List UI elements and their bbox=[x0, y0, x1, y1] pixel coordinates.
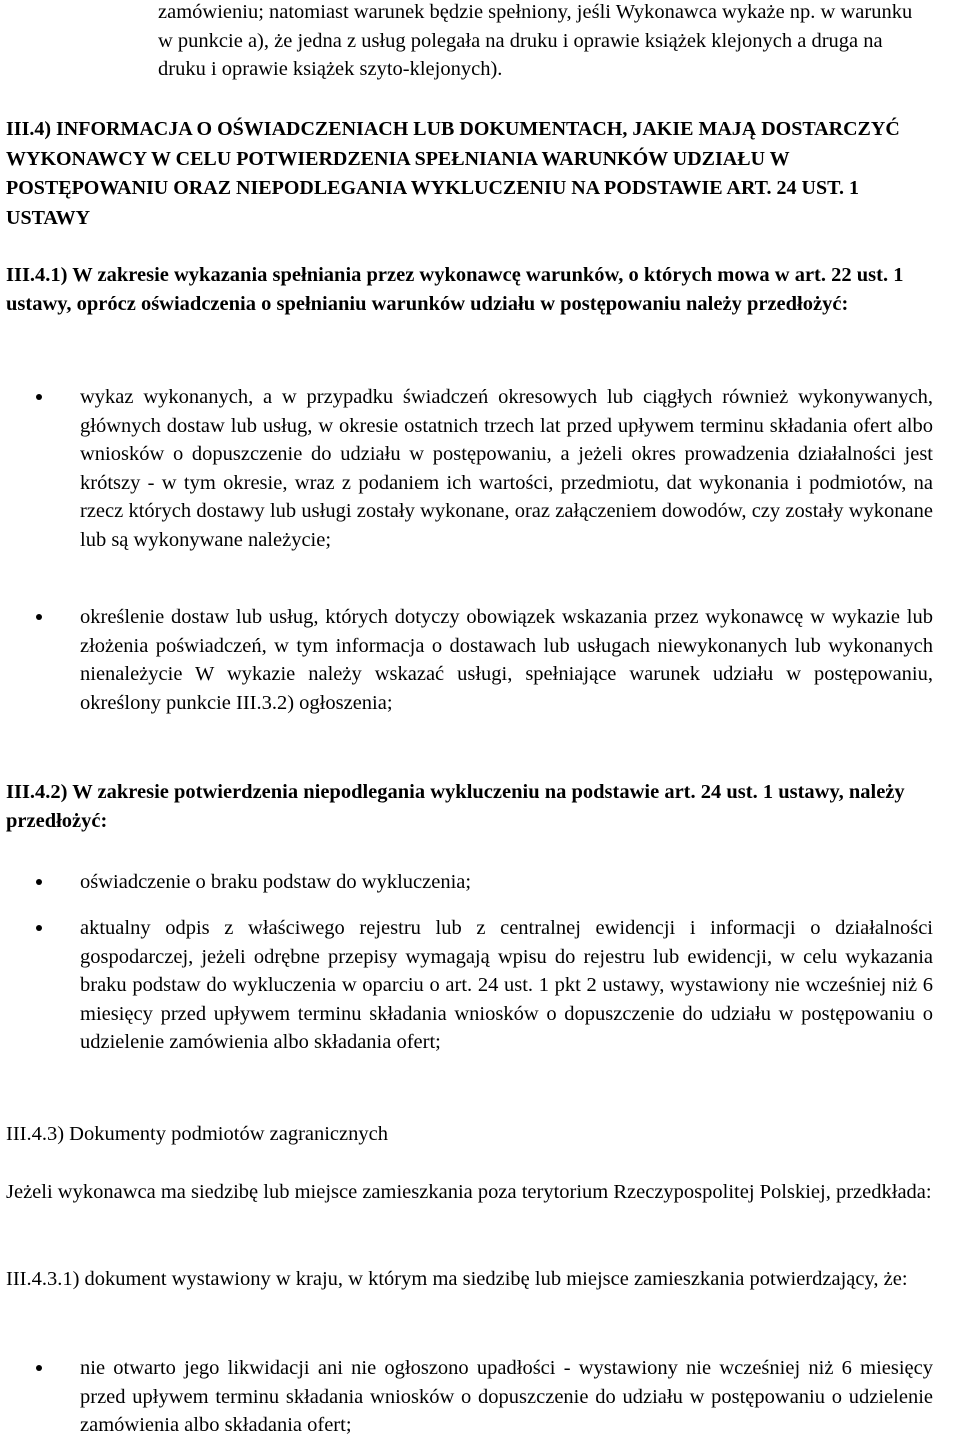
bullet-icon bbox=[36, 879, 42, 885]
bullet-icon bbox=[36, 394, 42, 400]
subsection-heading-3-1: III.4.3.1) dokument wystawiony w kraju, w którym ma siedzibę lub miejsce zamieszkania potwierdzający, że: bbox=[6, 1268, 908, 1290]
intro-paragraph: zamówieniu; natomiast warunek będzie spełniony, jeśli Wykonawca wykaże np. w warunku w punkcie a), że jedna z usług polegała na druku i oprawie książek klejonych a druga na druku i oprawie książek szyto-klejonych). bbox=[158, 1, 913, 81]
list-item-text: nie otwarto jego likwidacji ani nie ogłoszono upadłości - wystawiony nie wcześniej niż 6 miesięcy przed upływem terminu składania wniosków o dopuszczenie do udziału w postępowaniu o udzielenie zamówienia albo składania ofert; bbox=[80, 1357, 933, 1437]
bullet-icon bbox=[36, 1365, 42, 1371]
list-item-text: oświadczenie o braku podstaw do wykluczenia; bbox=[80, 871, 472, 893]
list-item-text: określenie dostaw lub usług, których dotyczy obowiązek wskazania przez wykonawcę w wykazie lub złożenia poświadczeń, w tym informacja o dostawach lub usługach niewykonanych lub wykonanych nienależycie W wykazie należy wskazać usługi, spełniające warunek udziału w postępowaniu, określony punkcie III.3.2) ogłoszenia; bbox=[80, 606, 933, 714]
bullet-icon bbox=[36, 925, 42, 931]
list-item-text: aktualny odpis z właściwego rejestru lub z centralnej ewidencji i informacji o działalności gospodarczej, jeżeli odrębne przepisy wymagają wpisu do rejestru lub ewidencji, w celu wykazania braku podstaw do wykluczenia w oparciu o art. 24 ust. 1 pkt 2 ustawy, wystawiony nie wcześniej niż 6 miesięcy przed upływem terminu składania wniosków o dopuszczenie do udziału w postępowaniu o udzielenie zamówienia albo składania ofert; bbox=[80, 917, 933, 1054]
bullet-icon bbox=[36, 614, 42, 620]
foreign-entities-paragraph: Jeżeli wykonawca ma siedzibę lub miejsce zamieszkania poza terytorium Rzeczypospolitej Polskiej, przedkłada: bbox=[6, 1181, 932, 1203]
subsection-heading-1: III.4.1) W zakresie wykazania spełniania przez wykonawcę warunków, o których mowa w art. 22 ust. 1 ustawy, oprócz oświadczenia o spełnianiu warunków udziału w postępowaniu należy przedłożyć: bbox=[6, 264, 904, 315]
section-heading: III.4) INFORMACJA O OŚWIADCZENIACH LUB DOKUMENTACH, JAKIE MAJĄ DOSTARCZYĆ WYKONAWCY W CELU POTWIERDZENIA SPEŁNIANIA WARUNKÓW UDZIAŁU W POSTĘPOWANIU ORAZ NIEPODLEGANIA WYKLUCZENIU NA PODSTAWIE ART. 24 UST. 1 USTAWY bbox=[6, 118, 900, 229]
subsection-heading-3: III.4.3) Dokumenty podmiotów zagranicznych bbox=[6, 1123, 388, 1145]
list-item-text: wykaz wykonanych, a w przypadku świadczeń okresowych lub ciągłych również wykonywanych, głównych dostaw lub usług, w okresie ostatnich trzech lat przed upływem terminu składania ofert albo wniosków o dopuszczenie do udziału w postępowaniu, a jeżeli okres prowadzenia działalności jest krótszy - w tym okresie, wraz z podaniem ich wartości, przedmiotu, dat wykonania i podmiotów, na rzecz których dostawy lub usługi zostały wykonane, oraz załączeniem dowodów, czy zostały wykonane lub są wykonywane należycie; bbox=[80, 386, 933, 551]
subsection-heading-2: III.4.2) W zakresie potwierdzenia niepodlegania wykluczeniu na podstawie art. 24 ust. 1 ustawy, należy przedłożyć: bbox=[6, 781, 905, 832]
